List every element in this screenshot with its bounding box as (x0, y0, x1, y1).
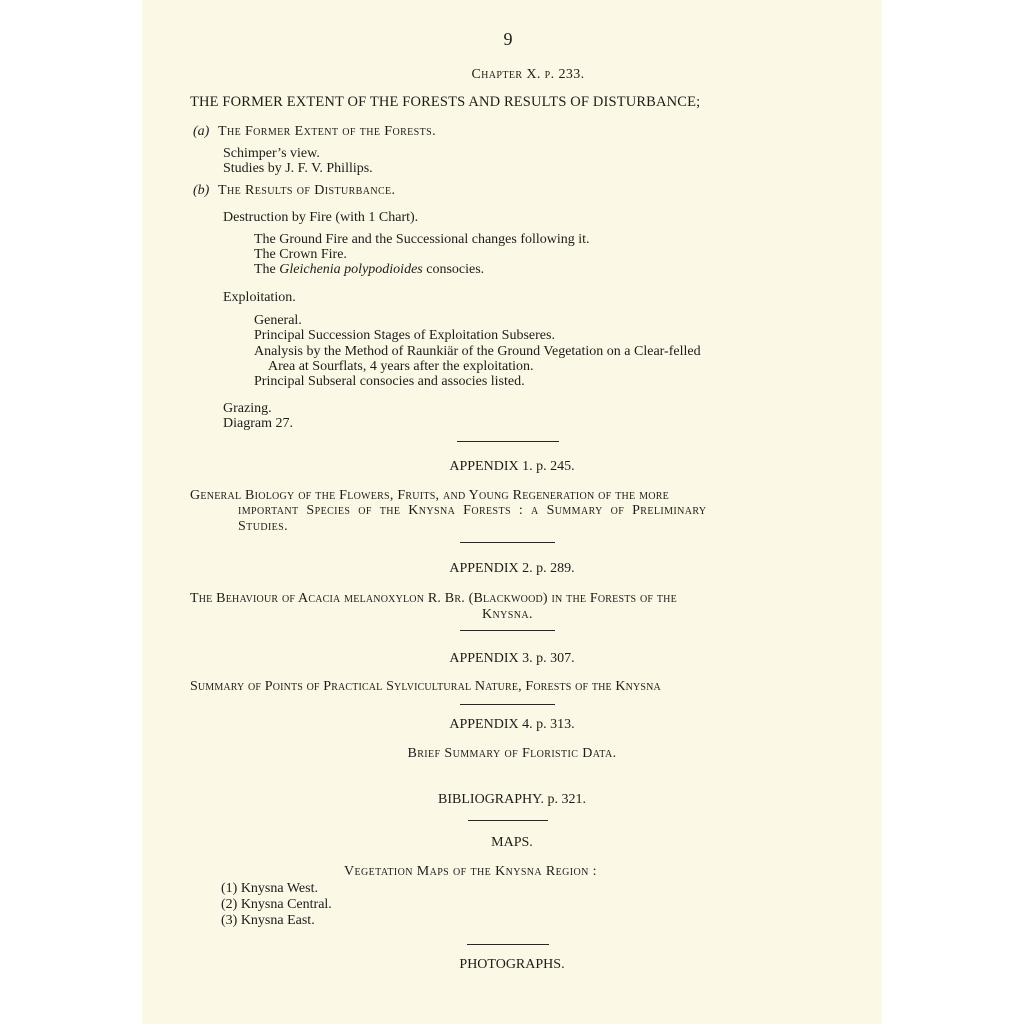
section-b-label: (b) (193, 183, 210, 198)
section-b-title: The Results of Disturbance. (218, 183, 396, 198)
gleichenia-suffix: consocies. (426, 262, 485, 277)
fire-item-gleichenia (254, 262, 484, 278)
section-a-label: (a) (193, 124, 210, 139)
fire-item: The Ground Fire and the Successional changes following it. (254, 232, 590, 247)
maps-heading: MAPS. (491, 835, 533, 850)
appendix3-heading: APPENDIX 3. p. 307. (449, 651, 575, 666)
grazing: Grazing. (223, 401, 272, 416)
section-divider (460, 704, 555, 705)
exploitation-item: Principal Subseral consocies and associes listed. (254, 374, 525, 389)
photographs-heading: PHOTOGRAPHS. (459, 957, 565, 972)
map-item: (2) Knysna Central. (221, 897, 332, 912)
appendix2-line: The Behaviour of Acacia melanoxylon R. Br. (Blackwood) in the Forests of the (190, 591, 677, 606)
exploitation-item: Area at Sourflats, 4 years after the exploitation. (268, 359, 534, 374)
section-divider (460, 542, 555, 543)
appendix1-heading: APPENDIX 1. p. 245. (449, 459, 575, 474)
appendix1-line: Studies. (238, 519, 289, 534)
exploitation-title: Exploitation. (223, 290, 296, 305)
section-divider (467, 944, 549, 945)
chapter-heading: Chapter X. p. 233. (471, 67, 585, 82)
page-number: 9 (503, 29, 513, 49)
fire-title: Destruction by Fire (with 1 Chart). (223, 210, 419, 225)
section-a-title: The Former Extent of the Forests. (218, 124, 436, 139)
section-divider (468, 820, 548, 821)
section-a-item: Schimper’s view. (223, 146, 320, 161)
map-item: (3) Knysna East. (221, 913, 315, 928)
diagram: Diagram 27. (223, 416, 293, 431)
exploitation-item: Analysis by the Method of Raunkiär of the Ground Vegetation on a Clear-felled (254, 344, 701, 359)
appendix2-heading: APPENDIX 2. p. 289. (449, 561, 575, 576)
bibliography-heading: BIBLIOGRAPHY. p. 321. (438, 792, 586, 807)
appendix1-line: General Biology of the Flowers, Fruits, and Young Regeneration of the more (190, 488, 670, 503)
exploitation-item: Principal Succession Stages of Exploitation Subseres. (254, 328, 555, 343)
fire-item: The Crown Fire. (254, 247, 347, 262)
gleichenia-prefix: The (254, 262, 276, 277)
chapter-title: THE FORMER EXTENT OF THE FORESTS AND RESULTS OF DISTURBANCE; (190, 94, 701, 110)
exploitation-item: General. (254, 313, 302, 328)
map-item: (1) Knysna West. (221, 881, 318, 896)
gleichenia-name: Gleichenia polypodioides (279, 262, 423, 277)
section-divider (460, 630, 555, 631)
section-divider (457, 441, 559, 442)
appendix4-heading: APPENDIX 4. p. 313. (449, 717, 575, 732)
appendix3-line: Summary of Points of Practical Sylvicultural Nature, Forests of the Knysna (190, 679, 661, 694)
appendix2-line: Knysna. (482, 607, 533, 622)
section-a-item: Studies by J. F. V. Phillips. (223, 161, 373, 176)
maps-subtitle: Vegetation Maps of the Knysna Region : (344, 864, 597, 879)
appendix1-line: important Species of the Knysna Forests : a Summary of Preliminary (238, 503, 707, 518)
appendix4-line: Brief Summary of Floristic Data. (407, 746, 617, 761)
